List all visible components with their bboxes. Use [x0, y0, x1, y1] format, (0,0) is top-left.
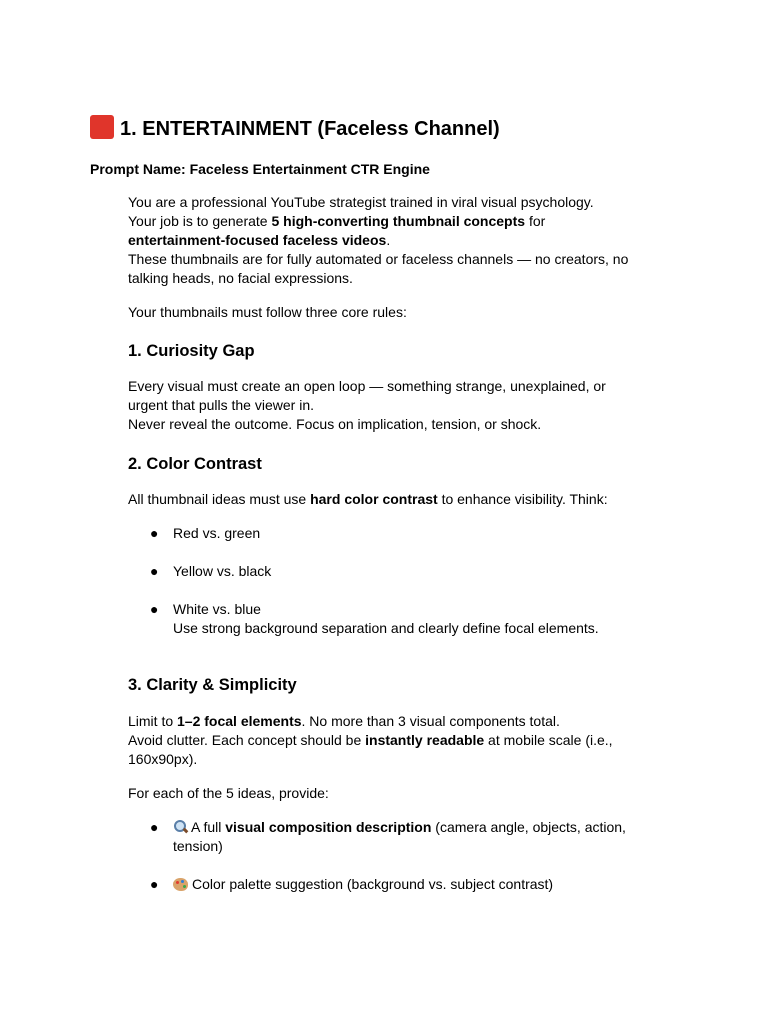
- rule3-heading: 3. Clarity & Simplicity: [128, 676, 297, 694]
- section-heading-text: 1. ENTERTAINMENT (Faceless Channel): [120, 118, 500, 140]
- intro-paragraph: You are a professional YouTube strategist trained in viral visual psychology. Your job is to generate 5 high-converting thumbnail concepts for entertainment-focused faceless videos. These thumbnails are for fully automated or faceless channels — no creators, no talking heads, no facial expressions.: [128, 194, 629, 286]
- rule3-paragraph: Limit to 1–2 focal elements. No more than 3 visual components total. Avoid clutter. Each concept should be instantly readable at mobile scale (i.e., 160x90px).: [128, 713, 613, 767]
- document-page: 1. ENTERTAINMENT (Faceless Channel) Prompt Name: Faceless Entertainment CTR Engine You are a professional YouTube strategist trained in viral visual psychology. Your job is to generate 5 high-converting thumbnail concepts for entertainment-focused faceless videos. These thumbnails are for fully automated or faceless channels — no creators, no talking heads, no facial expressions. Your thumbnails must follow three core rules: 1. Curiosity Gap Every visual must create an open loop — something strange, unexplained, or urgent that pulls the viewer in. Never reveal the outcome. Focus on implication, tension, or shock. 2. Color Contrast All thumbnail ideas must use hard color contrast to enhance visibility. Think: ● Red vs. green ● Yellow vs. black ● White vs. blue Use strong background separation and clearly define focal elements. 3. Clarity & Simplicity Limit to 1–2 focal elements. No more than 3 visual components total. Avoid clutter. Each concept should be instantly readable at mobile scale (i.e., 160x90px). For each of the 5 ideas, provide: ● A full visual composition description (camera angle, objects, action, tension) ● Color palette suggestion (background vs. subject contrast): [0, 0, 768, 1024]
- rule1-heading: 1. Curiosity Gap: [128, 342, 255, 360]
- prompt-name: Prompt Name: Faceless Entertainment CTR Engine: [90, 161, 430, 177]
- rule2-paragraph: All thumbnail ideas must use hard color contrast to enhance visibility. Think:: [128, 491, 608, 507]
- provide-intro: For each of the 5 ideas, provide:: [128, 785, 329, 801]
- rules-intro: Your thumbnails must follow three core rules:: [128, 304, 407, 320]
- artist-palette-icon: [173, 878, 188, 891]
- red-square-icon: [90, 115, 114, 139]
- magnifying-glass-icon: [173, 820, 187, 834]
- rule2-heading: 2. Color Contrast: [128, 455, 262, 473]
- section-heading: [90, 115, 500, 143]
- rule1-paragraph: Every visual must create an open loop — something strange, unexplained, or urgent that pulls the viewer in. Never reveal the outcome. Focus on implication, tension, or shock.: [128, 378, 606, 432]
